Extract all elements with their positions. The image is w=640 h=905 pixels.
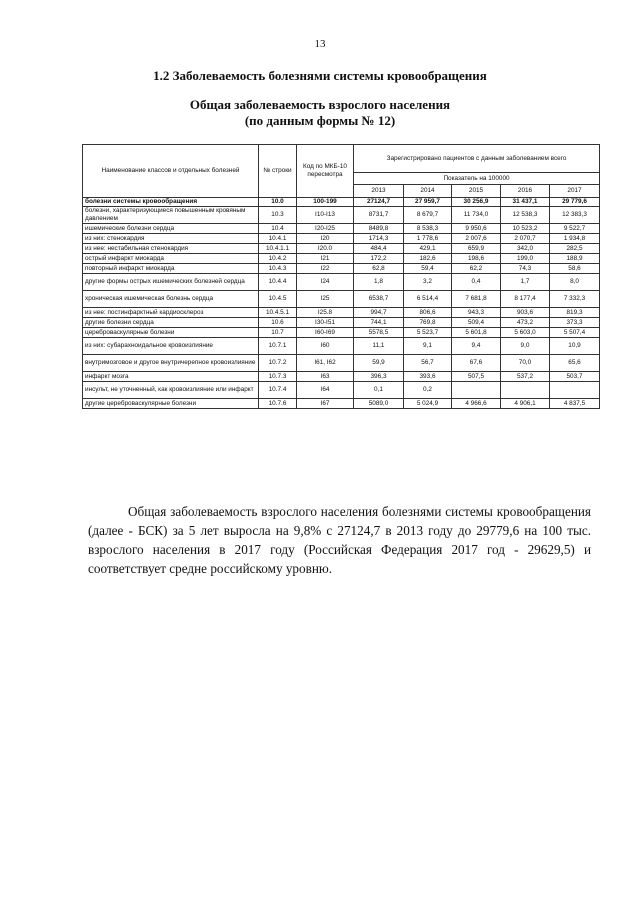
row-icd-code: I61, I62 bbox=[297, 355, 354, 372]
row-value-2016: 70,0 bbox=[501, 355, 550, 372]
row-icd-code: I25.8 bbox=[297, 308, 354, 318]
row-value-2017: 8,0 bbox=[550, 274, 600, 291]
row-number: 10.7.2 bbox=[259, 355, 297, 372]
row-value-2016: 537,2 bbox=[501, 372, 550, 382]
table-row bbox=[83, 254, 600, 264]
row-value-2017: 819,3 bbox=[550, 308, 600, 318]
row-number: 10.6 bbox=[259, 318, 297, 328]
row-value-2013: 994,7 bbox=[354, 308, 404, 318]
row-value-2016: 31 437,1 bbox=[501, 198, 550, 207]
row-name: острый инфаркт миокарда bbox=[83, 254, 259, 264]
row-value-2015: 0,4 bbox=[452, 274, 501, 291]
section-heading: 1.2 Заболеваемость болезнями системы кровообращения bbox=[153, 68, 487, 83]
row-icd-code: I20 bbox=[297, 234, 354, 244]
table-row bbox=[83, 264, 600, 274]
header-year: 2013 bbox=[354, 185, 404, 198]
header-row-number: № строки bbox=[259, 145, 297, 198]
row-value-2016: 2 070,7 bbox=[501, 234, 550, 244]
row-number: 10.7 bbox=[259, 328, 297, 338]
row-icd-code: I10-I13 bbox=[297, 207, 354, 224]
row-value-2016: 903,6 bbox=[501, 308, 550, 318]
row-icd-code: I20.0 bbox=[297, 244, 354, 254]
table-row bbox=[83, 382, 600, 399]
row-name: внутримозговое и другое внутричерепное кровоизлияние bbox=[83, 355, 259, 372]
row-value-2013: 62,8 bbox=[354, 264, 404, 274]
row-value-2014: 182,6 bbox=[404, 254, 452, 264]
row-value-2014: 59,4 bbox=[404, 264, 452, 274]
row-value-2015: 659,9 bbox=[452, 244, 501, 254]
table-row bbox=[83, 244, 600, 254]
row-value-2016: 8 177,4 bbox=[501, 291, 550, 308]
row-number: 10.7.3 bbox=[259, 372, 297, 382]
row-value-2014: 5 523,7 bbox=[404, 328, 452, 338]
table-row bbox=[83, 328, 600, 338]
row-value-2013: 396,3 bbox=[354, 372, 404, 382]
row-value-2013: 1714,3 bbox=[354, 234, 404, 244]
row-value-2015: 9 950,6 bbox=[452, 224, 501, 234]
row-name: хроническая ишемическая болезнь сердца bbox=[83, 291, 259, 308]
row-icd-code: I64 bbox=[297, 382, 354, 399]
row-value-2017: 188,9 bbox=[550, 254, 600, 264]
row-value-2014: 6 514,4 bbox=[404, 291, 452, 308]
row-value-2017: 373,3 bbox=[550, 318, 600, 328]
table-row bbox=[83, 274, 600, 291]
row-name: другие цереброваскулярные болезни bbox=[83, 399, 259, 409]
table-body bbox=[83, 198, 600, 409]
row-value-2017: 29 779,6 bbox=[550, 198, 600, 207]
row-value-2013: 8731,7 bbox=[354, 207, 404, 224]
table-head bbox=[83, 145, 600, 198]
row-value-2014: 56,7 bbox=[404, 355, 452, 372]
row-name: из них: субарахноидальное кровоизлияние bbox=[83, 338, 259, 355]
row-value-2014: 8 538,3 bbox=[404, 224, 452, 234]
row-value-2016: 5 603,0 bbox=[501, 328, 550, 338]
morbidity-table bbox=[82, 144, 600, 409]
row-value-2015: 67,6 bbox=[452, 355, 501, 372]
row-value-2015: 198,6 bbox=[452, 254, 501, 264]
summary-paragraph: Общая заболеваемость взрослого населения болезнями системы кровообращения (далее - БСК) за 5 лет выросла на 9,8% с 27124,7 в 2013 году до 29779,6 на 100 тыс. взрослого населения в 2017 году (Российская Федерация 2017 год - 29629,5) и соответствует средне российскому уровню. bbox=[88, 504, 591, 576]
row-value-2016 bbox=[501, 382, 550, 399]
table-title bbox=[0, 97, 640, 129]
row-value-2014: 769,8 bbox=[404, 318, 452, 328]
header-year: 2015 bbox=[452, 185, 501, 198]
row-icd-code: I60-I69 bbox=[297, 328, 354, 338]
row-value-2013: 27124,7 bbox=[354, 198, 404, 207]
row-value-2014: 393,6 bbox=[404, 372, 452, 382]
row-number: 10.4.1 bbox=[259, 234, 297, 244]
row-value-2017: 12 383,3 bbox=[550, 207, 600, 224]
row-value-2017 bbox=[550, 382, 600, 399]
table-row bbox=[83, 207, 600, 224]
row-value-2015: 507,5 bbox=[452, 372, 501, 382]
row-value-2013: 744,1 bbox=[354, 318, 404, 328]
row-value-2013: 59,9 bbox=[354, 355, 404, 372]
row-number: 10.4.5.1 bbox=[259, 308, 297, 318]
header-year: 2014 bbox=[404, 185, 452, 198]
table-row bbox=[83, 355, 600, 372]
row-value-2016: 473,2 bbox=[501, 318, 550, 328]
row-icd-code: I67 bbox=[297, 399, 354, 409]
row-value-2014: 429,1 bbox=[404, 244, 452, 254]
row-name: из нее: нестабильная стенокардия bbox=[83, 244, 259, 254]
table-row bbox=[83, 399, 600, 409]
row-value-2013: 5089,0 bbox=[354, 399, 404, 409]
table-row bbox=[83, 198, 600, 207]
table-row bbox=[83, 338, 600, 355]
row-value-2016: 10 523,2 bbox=[501, 224, 550, 234]
row-name: цереброваскулярные болезни bbox=[83, 328, 259, 338]
row-number: 10.4.2 bbox=[259, 254, 297, 264]
row-name: из нее: постинфарктный кардиосклероз bbox=[83, 308, 259, 318]
row-value-2016: 4 906,1 bbox=[501, 399, 550, 409]
row-icd-code: I63 bbox=[297, 372, 354, 382]
row-value-2016: 12 538,3 bbox=[501, 207, 550, 224]
table-row bbox=[83, 291, 600, 308]
row-name: повторный инфаркт миокарда bbox=[83, 264, 259, 274]
row-value-2015 bbox=[452, 382, 501, 399]
row-icd-code: 100-199 bbox=[297, 198, 354, 207]
row-number: 10.4.3 bbox=[259, 264, 297, 274]
row-value-2016: 9,0 bbox=[501, 338, 550, 355]
row-value-2017: 282,5 bbox=[550, 244, 600, 254]
row-icd-code: I25 bbox=[297, 291, 354, 308]
row-value-2014: 5 024,9 bbox=[404, 399, 452, 409]
row-value-2013: 5578,5 bbox=[354, 328, 404, 338]
row-icd-code: I60 bbox=[297, 338, 354, 355]
row-value-2017: 7 332,3 bbox=[550, 291, 600, 308]
row-name: другие формы острых ишемических болезней сердца bbox=[83, 274, 259, 291]
row-number: 10.4.1.1 bbox=[259, 244, 297, 254]
table-row bbox=[83, 318, 600, 328]
table-row bbox=[83, 234, 600, 244]
row-name: болезни, характеризующиеся повышенным кровяным давлением bbox=[83, 207, 259, 224]
table-row bbox=[83, 372, 600, 382]
row-number: 10.3 bbox=[259, 207, 297, 224]
row-icd-code: I24 bbox=[297, 274, 354, 291]
row-number: 10.4 bbox=[259, 224, 297, 234]
row-value-2013: 6538,7 bbox=[354, 291, 404, 308]
row-value-2015: 2 007,6 bbox=[452, 234, 501, 244]
row-value-2015: 62,2 bbox=[452, 264, 501, 274]
row-value-2015: 509,4 bbox=[452, 318, 501, 328]
table-title-line2: (по данным формы № 12) bbox=[244, 113, 396, 128]
row-value-2016: 1,7 bbox=[501, 274, 550, 291]
row-icd-code: I20-I25 bbox=[297, 224, 354, 234]
row-value-2015: 7 681,8 bbox=[452, 291, 501, 308]
header-indicator: Показатель на 100000 bbox=[354, 173, 600, 185]
row-value-2013: 8489,8 bbox=[354, 224, 404, 234]
row-value-2015: 30 256,9 bbox=[452, 198, 501, 207]
row-name: ишемические болезни сердца bbox=[83, 224, 259, 234]
row-number: 10.0 bbox=[259, 198, 297, 207]
row-icd-code: I30-I51 bbox=[297, 318, 354, 328]
page-number: 13 bbox=[314, 38, 326, 50]
row-value-2015: 943,3 bbox=[452, 308, 501, 318]
row-value-2014: 8 679,7 bbox=[404, 207, 452, 224]
row-name: инфаркт мозга bbox=[83, 372, 259, 382]
row-number: 10.7.4 bbox=[259, 382, 297, 399]
row-value-2017: 10,9 bbox=[550, 338, 600, 355]
table-title-line1: Общая заболеваемость взрослого населения bbox=[189, 97, 451, 112]
row-value-2013: 11,1 bbox=[354, 338, 404, 355]
row-value-2017: 58,6 bbox=[550, 264, 600, 274]
row-number: 10.4.4 bbox=[259, 274, 297, 291]
row-value-2013: 0,1 bbox=[354, 382, 404, 399]
row-value-2017: 503,7 bbox=[550, 372, 600, 382]
row-value-2016: 342,0 bbox=[501, 244, 550, 254]
row-value-2014: 0,2 bbox=[404, 382, 452, 399]
row-value-2014: 1 778,6 bbox=[404, 234, 452, 244]
row-icd-code: I22 bbox=[297, 264, 354, 274]
row-name: из них: стенокардия bbox=[83, 234, 259, 244]
row-value-2017: 5 507,4 bbox=[550, 328, 600, 338]
row-value-2014: 806,6 bbox=[404, 308, 452, 318]
row-value-2013: 172,2 bbox=[354, 254, 404, 264]
header-name: Наименование классов и отдельных болезней bbox=[83, 145, 259, 198]
row-value-2016: 199,0 bbox=[501, 254, 550, 264]
row-value-2017: 4 837,5 bbox=[550, 399, 600, 409]
row-value-2015: 5 601,8 bbox=[452, 328, 501, 338]
header-registered: Зарегистрировано пациентов с данным заболеванием всего bbox=[354, 145, 600, 173]
row-name: инсульт, не уточненный, как кровоизлияние или инфаркт bbox=[83, 382, 259, 399]
row-value-2017: 65,6 bbox=[550, 355, 600, 372]
row-value-2017: 1 934,8 bbox=[550, 234, 600, 244]
row-value-2013: 484,4 bbox=[354, 244, 404, 254]
row-value-2015: 9,4 bbox=[452, 338, 501, 355]
row-number: 10.7.1 bbox=[259, 338, 297, 355]
header-year: 2017 bbox=[550, 185, 600, 198]
row-number: 10.4.5 bbox=[259, 291, 297, 308]
header-year: 2016 bbox=[501, 185, 550, 198]
row-name: болезни системы кровообращения bbox=[83, 198, 259, 207]
header-icd-code: Код по МКБ-10 пересмотра bbox=[297, 145, 354, 198]
row-value-2014: 9,1 bbox=[404, 338, 452, 355]
row-value-2014: 3,2 bbox=[404, 274, 452, 291]
row-value-2015: 11 734,0 bbox=[452, 207, 501, 224]
row-icd-code: I21 bbox=[297, 254, 354, 264]
row-number: 10.7.6 bbox=[259, 399, 297, 409]
table-row bbox=[83, 224, 600, 234]
row-value-2013: 1,8 bbox=[354, 274, 404, 291]
row-value-2017: 9 522,7 bbox=[550, 224, 600, 234]
row-value-2015: 4 966,6 bbox=[452, 399, 501, 409]
table-row bbox=[83, 308, 600, 318]
row-value-2016: 74,3 bbox=[501, 264, 550, 274]
row-value-2014: 27 959,7 bbox=[404, 198, 452, 207]
row-name: другие болезни сердца bbox=[83, 318, 259, 328]
